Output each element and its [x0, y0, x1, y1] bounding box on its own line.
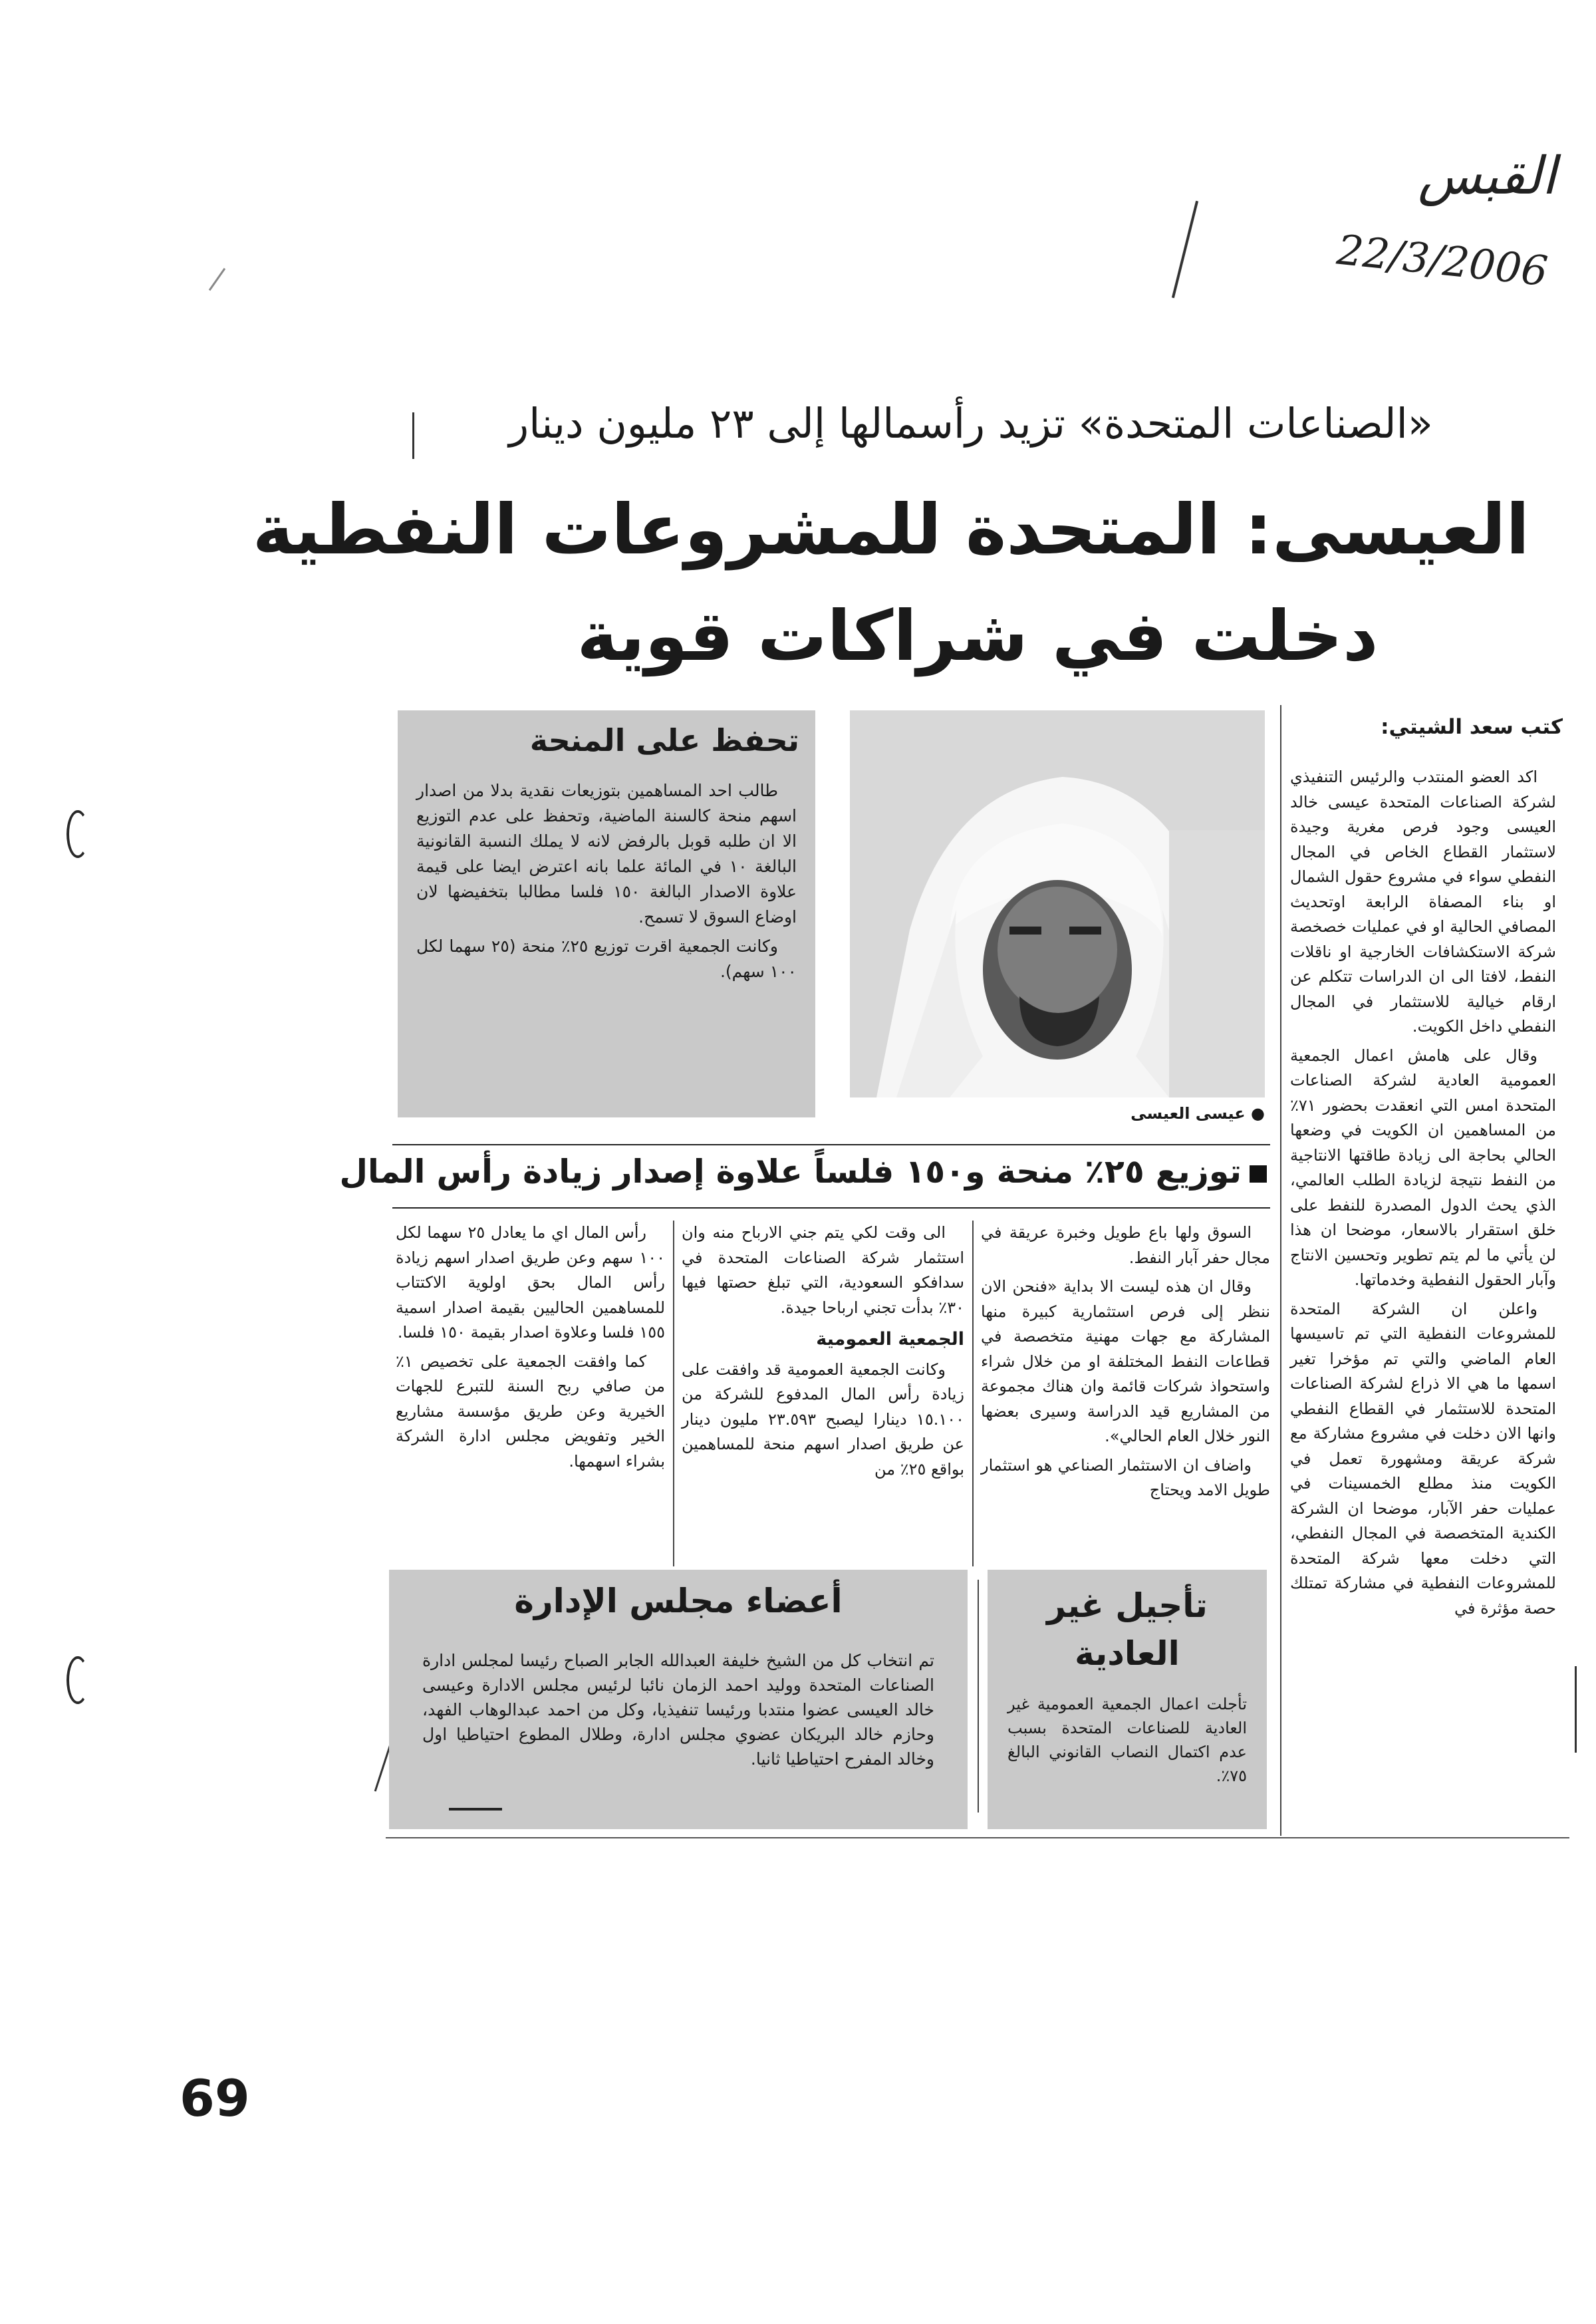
right-column-divider — [1280, 705, 1281, 1836]
margin-mark — [209, 268, 225, 291]
box-reservation-title: تحفظ على المنحة — [529, 722, 799, 758]
box-divider — [978, 1580, 979, 1813]
box-board-title: أعضاء مجلس الإدارة — [514, 1582, 843, 1620]
section-square-icon — [1250, 1165, 1267, 1183]
right-column-text: اكد العضو المنتدب والرئيس التنفيذي لشركة الصناعات المتحدة عيسى خالد العيسى وجود فرص مغرية وجيدة لاستثمار القطاع الخاص في المجال النفطي سواء في مشروع حقول الشمال او بناء المصفاة الرابعة اوتحديث المصافي الحالية او في عمليات خصخصة شركة الاستكشافات الخارجية او ناقلات النفط، لافتا الى ان الدراسات تتكلم عن ارقام خيالية للاستثمار في المجال النفطي داخل الكويت. وقال على هامش اعمال الجمعية العمومية العادية لشركة الصناعات المتحدة امس التي انعقدت بحضور ٧١٪ من المساهمين ان الكويت في وضعها الحالي بحاجة الى زيادة طاقتها الانتاجية من النفط نتيجة لزيادة الطلب العالمي، الذي يحث الدول المصدرة للنفط على خلق استقرار بالاسعار، موضحا ان هذا لن يأتي ما لم يتم تطوير وتحسين الانتاج وآبار الحقول النفطية وخدماتها. واعلن ان الشركة المتحدة للمشروعات النفطية التي تم تاسيسها العام الماضي والتي تم مؤخرا تغير اسمها ما هي الا ذراع لشركة الصناعات المتحدة للاستثمار في القطاع النفطي وانها الان دخلت في مشروع مشاركة مع شركة عريقة ومشهورة تعمل في الكويت منذ مطلع الخمسينات في عمليات حفر الآبار، موضحا ان الشركة الكندية المتخصصة في المجال النفطي، التي دخلت معها شركة المتحدة للمشروعات النفطية في مشاركة تمتلك حصة مؤثرة في — [1290, 768, 1556, 1618]
byline: كتب سعد الشيتي: — [1381, 715, 1563, 739]
clipping-source: القبس — [1418, 146, 1556, 206]
clipping-date: 22/3/2006 — [1335, 225, 1550, 296]
box-reservation-text: طالب احد المساهمين بتوزيعات نقدية بدلا من اصدار اسهم منحة كالسنة الماضية، وتحفظ على عدم التوزيع الا ان طلبه قوبل بالرفض لانه لا يملك النسبة القانونية البالغة ١٠ في المائة علما بانه اعترض ايضا على قيمة علاوة الاصدار البالغة ١٥٠ فلسا مطالبا بتخفيضها لان اوضاع السوق لا تسمح. وكانت الجمعية اقرت توزيع ٢٥٪ منحة (٢٥ سهما لكل ١٠٠ سهم). — [416, 781, 797, 981]
article-headline-line1: العيسى: المتحدة للمشروعات النفطية — [252, 489, 1530, 570]
bottom-divider-1 — [972, 1221, 974, 1566]
page-bottom-rule — [386, 1837, 1569, 1838]
box-board-text: تم انتخاب كل من الشيخ خليفة العبدالله الجابر الصباح رئيسا لمجلس ادارة الصناعات المتحدة ووليد احمد الزمان نائبا لرئيس مجلس الادارة وعيسى خالد العيسى عضوا منتدبا ورئيسا تنفيذيا، وكل من احمد عبدالوهاب الفهد، وحازم خالد البريكان عضوي مجلس ادارة، وطلال المطوع احتياطيا اول وخالد المفرح احتياطيا ثانيا. — [422, 1651, 934, 1769]
article-kicker: «الصناعات المتحدة» تزيد رأسمالها إلى ٢٣ مليون دينار — [509, 399, 1433, 448]
section-rule-bottom — [392, 1207, 1270, 1209]
bottom-column-2: الى وقت لكي يتم جني الارباح منه وان استثمار شركة الصناعات المتحدة في سدافكو السعودية، التي تبلغ حصتها فيها ٣٠٪ بدأت تجني ارباحا جيدة. الجمعية العمومية وكانت الجمعية العمومية قد وافقت على زيادة رأس المال المدفوع للشركة من ١٥.١٠٠ دينارا ليصبح ٢٣.٥٩٣ مليون دينار عن طريق اصدار اسهم منحة للمساهمين بواقع ٢٥٪ من — [682, 1223, 965, 1479]
handwritten-slash — [1172, 201, 1198, 299]
punch-hole-bottom — [66, 1656, 89, 1704]
page-number: 69 — [180, 2069, 250, 2128]
article-headline-line2: دخلت في شراكات قوية — [577, 595, 1379, 676]
punch-hole-top — [66, 810, 89, 858]
caption-bullet-icon: ● — [1245, 1104, 1265, 1123]
section-rule-top — [392, 1144, 1270, 1145]
portrait-photo — [850, 710, 1265, 1097]
photo-frame — [850, 710, 1265, 1097]
box-postpone-title: تأجيل غير العادية — [1047, 1586, 1208, 1673]
subhead-general-assembly: الجمعية العمومية — [816, 1329, 964, 1350]
margin-bracket-right — [1575, 1666, 1577, 1753]
bottom-column-3: رأس المال اي ما يعادل ٢٥ سهما لكل ١٠٠ سهم وعن طريق اصدار اسهم زيادة رأس المال بحق اولوية الاكتتاب للمساهمين الحاليين بقيمة اصدار اسمية ١٥٥ فلسا وعلاوة اصدار بقيمة ١٥٠ فلسا. كما وافقت الجمعية على تخصيص ١٪ من صافي ربح السنة للتبرع للجهات الخيرية وعن طريق مؤسسة مشاريع الخير وتفويض مجلس ادارة الشركة بشراء اسهمها. — [396, 1223, 665, 1471]
section-headline: توزيع ٢٥٪ منحة و١٥٠ فلساً علاوة إصدار زيادة رأس المال — [392, 1153, 1267, 1191]
box-reservation — [398, 710, 815, 1117]
box-board-end-mark — [449, 1808, 502, 1811]
margin-bracket-top — [412, 412, 414, 459]
bottom-divider-2 — [673, 1221, 674, 1566]
box-board — [389, 1570, 968, 1829]
box-postpone — [988, 1570, 1267, 1829]
photo-caption: ● عيسى العيسى — [1130, 1104, 1265, 1123]
bottom-column-1: السوق ولها باع طويل وخبرة عريقة في مجال حفر آبار النفط. وقال ان هذه ليست الا بداية «فنحن الان ننظر إلى فرص استثمارية كبيرة منها المشاركة مع جهات مهنية متخصصة في قطاعات النفط المختلفة او من خلال شراء واستحواذ شركات قائمة وان هناك مجموعة من المشاريع قيد الدراسة وسيرى بعضها النور خلال العام الحالي». واضاف ان الاستثمار الصناعي هو استثمار طويل الامد ويحتاج — [981, 1223, 1270, 1499]
box-postpone-text: تأجلت اعمال الجمعية العمومية غير العادية للصناعات المتحدة بسبب عدم اكتمال النصاب القانوني البالغ ٧٥٪. — [1007, 1695, 1247, 1785]
